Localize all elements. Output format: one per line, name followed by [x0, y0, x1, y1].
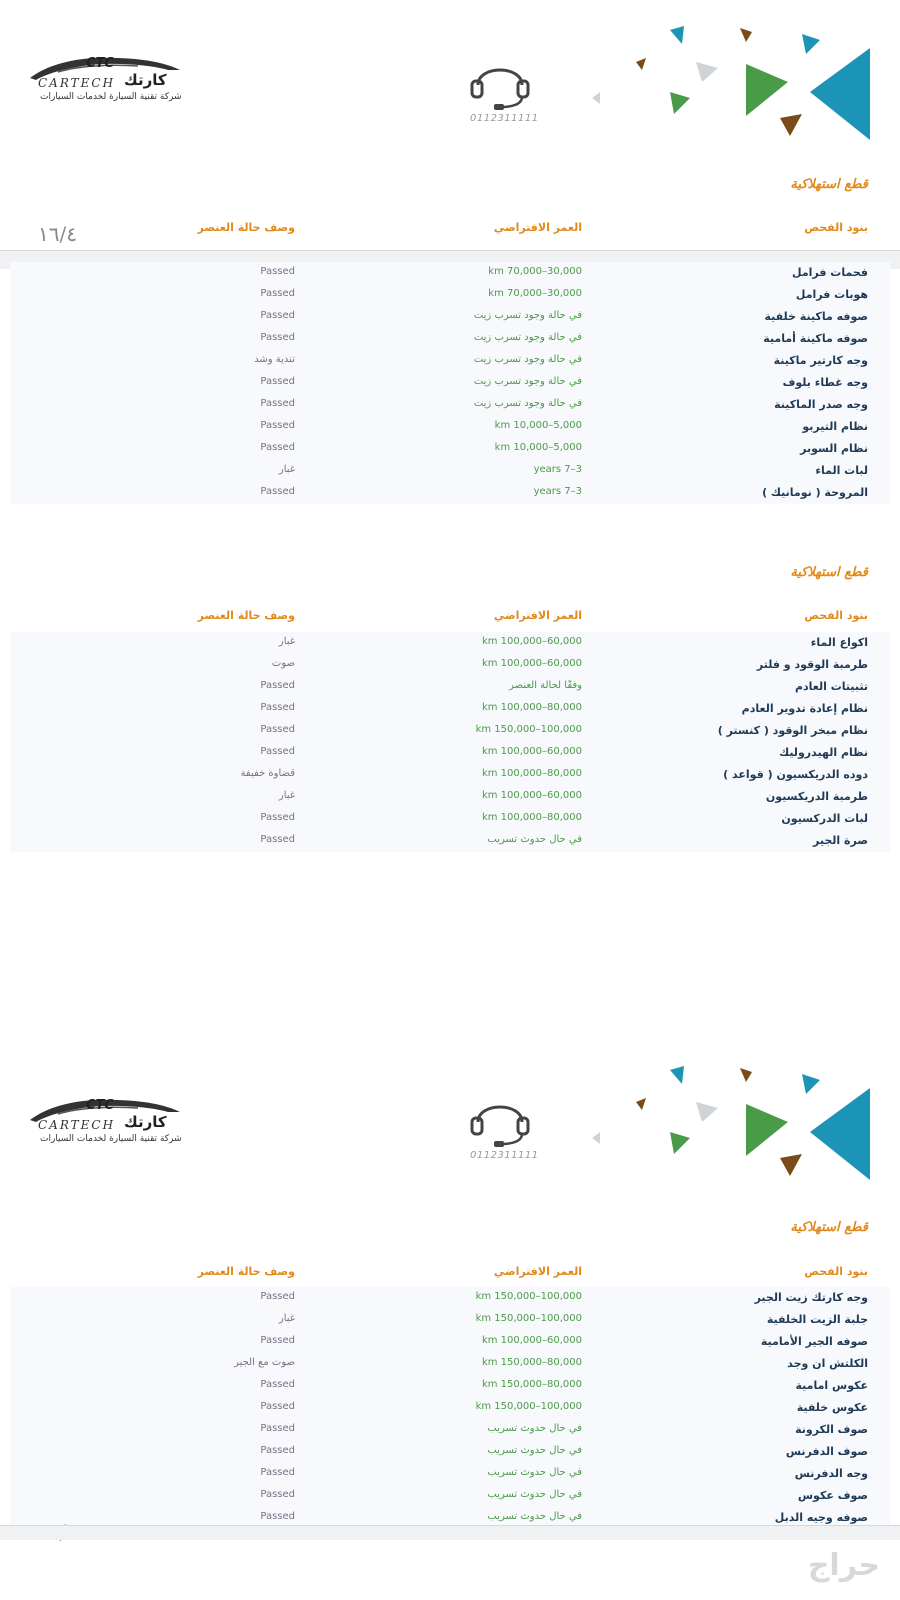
brand-short: CTC: [86, 56, 114, 71]
table-row: [10, 1309, 890, 1331]
item-life: km 150,000–80,000: [481, 1379, 582, 1390]
table-row: [10, 808, 890, 830]
item-life: km 70,000–30,000: [488, 266, 582, 277]
item-life: في حال حدوث تسريب: [487, 1489, 582, 1500]
item-name: طرمبة الدريكسيون: [765, 790, 868, 803]
item-name: صوفه وجيه الدبل: [774, 1511, 868, 1524]
col-header-life: العمر الافتراضي: [493, 1265, 582, 1278]
item-state: Passed: [260, 1423, 295, 1434]
item-state: تندية وشد: [254, 354, 295, 365]
table-row: [10, 764, 890, 786]
table-row: [10, 438, 890, 460]
col-header-life: العمر الافتراضي: [493, 221, 582, 234]
item-state: Passed: [260, 398, 295, 409]
section-title: قطع استهلاكية: [790, 177, 868, 192]
item-state: Passed: [260, 266, 295, 277]
table-row: [10, 830, 890, 852]
item-state: Passed: [260, 310, 295, 321]
col-header-item: بنود الفحص: [804, 609, 868, 622]
decorative-triangles: [570, 22, 900, 142]
item-name: فحمات فرامل: [792, 266, 868, 279]
col-header-item: بنود الفحص: [804, 221, 868, 234]
item-life: km 100,000–60,000: [481, 746, 582, 757]
table-row: [10, 698, 890, 720]
item-life: في حال حدوث تسريب: [487, 1445, 582, 1456]
item-life: km 150,000–100,000: [475, 1313, 582, 1324]
table-row: [10, 1331, 890, 1353]
item-name: جلبة الزيت الخلفية: [766, 1313, 868, 1326]
headset-icon: [470, 1092, 530, 1148]
item-life: km 100,000–60,000: [481, 658, 582, 669]
item-state: غبار: [278, 1313, 295, 1324]
item-life: وفقًا لحالة العنصر: [509, 680, 582, 691]
support-block: [470, 1092, 540, 1172]
table-row: [10, 284, 890, 306]
item-life: km 70,000–30,000: [488, 288, 582, 299]
item-name: دوده الدريكسيون ( قواعد ): [723, 768, 868, 781]
table-row: [10, 1397, 890, 1419]
item-name: صوف الدفرنس: [785, 1445, 868, 1458]
item-life: km 150,000–100,000: [475, 1291, 582, 1302]
item-state: قضاوة خفيفة: [240, 768, 295, 779]
item-life: في حالة وجود تسرب زيت: [473, 398, 582, 409]
item-state: Passed: [260, 442, 295, 453]
item-life: في حال حدوث تسريب: [487, 1423, 582, 1434]
item-state: Passed: [260, 1489, 295, 1500]
item-name: تثبيتات العادم: [794, 680, 868, 693]
item-life: km 100,000–80,000: [481, 812, 582, 823]
item-name: لبات الماء: [815, 464, 868, 477]
item-name: نظام إعادة تدوير العادم: [741, 702, 868, 715]
item-life: في حال حدوث تسريب: [487, 1511, 582, 1522]
table-row: [10, 1375, 890, 1397]
table-row: [10, 328, 890, 350]
item-state: Passed: [260, 812, 295, 823]
table-row: [10, 1441, 890, 1463]
page-bottom-bar: [0, 1525, 900, 1540]
inspection-table-3: [10, 1287, 890, 1529]
item-state: Passed: [260, 680, 295, 691]
inspection-table-1: [10, 262, 890, 504]
report-page-2: [0, 1040, 900, 1600]
table-row: [10, 1463, 890, 1485]
item-state: Passed: [260, 834, 295, 845]
item-state: Passed: [260, 702, 295, 713]
section-title: قطع استهلاكية: [790, 1220, 868, 1235]
item-state: Passed: [260, 1291, 295, 1302]
table-row: [10, 1419, 890, 1441]
item-name: عكوس امامية: [795, 1379, 868, 1392]
item-name: وجه صدر الماكينة: [774, 398, 868, 411]
item-state: صوت مع الجير: [234, 1357, 295, 1368]
item-life: في حالة وجود تسرب زيت: [473, 376, 582, 387]
item-name: طرمبة الوقود و فلتر: [756, 658, 868, 671]
item-life: في حال حدوث تسريب: [487, 834, 582, 845]
item-life: years 7–3: [533, 464, 582, 475]
item-life: km 100,000–60,000: [481, 790, 582, 801]
table-row: [10, 676, 890, 698]
table-row: [10, 416, 890, 438]
section-title: قطع استهلاكية: [790, 565, 868, 580]
item-name: هوبات فرامل: [795, 288, 868, 301]
table-row: [10, 1287, 890, 1309]
cartech-logo: [28, 50, 188, 120]
item-name: وجه كارتك زيت الجير: [754, 1291, 868, 1304]
item-life: في حال حدوث تسريب: [487, 1467, 582, 1478]
item-state: Passed: [260, 1379, 295, 1390]
item-life: في حالة وجود تسرب زيت: [473, 332, 582, 343]
item-state: Passed: [260, 724, 295, 735]
table-row: [10, 720, 890, 742]
item-state: غبار: [278, 790, 295, 801]
item-life: km 10,000–5,000: [494, 420, 582, 431]
brand-name-ar: كارتك: [124, 71, 167, 89]
item-life: years 7–3: [533, 486, 582, 497]
item-name: صوفه ماكينة خلفية: [764, 310, 868, 323]
item-state: Passed: [260, 1467, 295, 1478]
col-header-state: وصف حالة العنصر: [197, 609, 295, 622]
item-name: عكوس خلفية: [796, 1401, 868, 1414]
item-name: وجه غطاء بلوف: [782, 376, 868, 389]
item-life: km 150,000–80,000: [481, 1357, 582, 1368]
item-life: km 10,000–5,000: [494, 442, 582, 453]
headset-icon: [470, 55, 530, 111]
support-block: [470, 55, 540, 135]
item-name: صوفه الجير الأمامية: [760, 1335, 868, 1348]
brand-short: CTC: [86, 1098, 114, 1113]
table-row: [10, 632, 890, 654]
brand-tagline: شركة تقنية السيارة لخدمات السيارات: [40, 92, 182, 102]
col-header-state: وصف حالة العنصر: [197, 1265, 295, 1278]
brand-name-ar: كارتك: [124, 1113, 167, 1131]
haraj-watermark: حراج: [807, 1548, 880, 1583]
item-name: وجه الدفرنس: [794, 1467, 868, 1480]
item-state: Passed: [260, 1401, 295, 1412]
item-name: صوف عكوس: [797, 1489, 868, 1502]
item-life: km 100,000–80,000: [481, 768, 582, 779]
table-row: [10, 654, 890, 676]
item-life: km 150,000–100,000: [475, 724, 582, 735]
item-life: km 100,000–60,000: [481, 636, 582, 647]
item-life: km 150,000–100,000: [475, 1401, 582, 1412]
item-life: km 100,000–80,000: [481, 702, 582, 713]
table-row: [10, 350, 890, 372]
item-state: Passed: [260, 1335, 295, 1346]
item-name: لبات الدركسيون: [781, 812, 868, 825]
table-row: [10, 262, 890, 284]
item-state: Passed: [260, 376, 295, 387]
item-name: نظام السوبر: [800, 442, 868, 455]
table-row: [10, 482, 890, 504]
table-row: [10, 372, 890, 394]
table-row: [10, 1353, 890, 1375]
item-state: صوت: [271, 658, 295, 669]
item-name: نظام التيربو: [802, 420, 868, 433]
item-name: اكواع الماء: [810, 636, 868, 649]
support-phone: 0112311111: [470, 113, 539, 124]
item-name: نظام مبخر الوقود ( كنستر ): [717, 724, 868, 737]
table-row: [10, 786, 890, 808]
item-name: صوف الكرونة: [795, 1423, 868, 1436]
col-header-state: وصف حالة العنصر: [197, 221, 295, 234]
table-row: [10, 394, 890, 416]
col-header-item: بنود الفحص: [804, 1265, 868, 1278]
item-name: الكلتش ان وجد: [787, 1357, 868, 1370]
item-state: Passed: [260, 746, 295, 757]
item-state: Passed: [260, 1511, 295, 1522]
item-state: غبار: [278, 636, 295, 647]
item-name: صرة الجير: [813, 834, 868, 847]
item-name: نظام الهيدروليك: [779, 746, 868, 759]
table-row: [10, 1485, 890, 1507]
brand-name-en: CARTECH: [38, 76, 116, 90]
col-header-life: العمر الافتراضي: [493, 609, 582, 622]
brand-name-en: CARTECH: [38, 1118, 116, 1132]
item-name: المروحة ( نومانيك ): [762, 486, 868, 499]
item-state: Passed: [260, 486, 295, 497]
brand-tagline: شركة تقنية السيارة لخدمات السيارات: [40, 1134, 182, 1144]
item-state: Passed: [260, 420, 295, 431]
item-life: في حالة وجود تسرب زيت: [473, 310, 582, 321]
table-row: [10, 306, 890, 328]
page-number: ١٦/٤: [38, 222, 77, 246]
item-state: Passed: [260, 332, 295, 343]
inspection-table-2: [10, 632, 890, 852]
decorative-triangles: [570, 1062, 900, 1182]
item-life: km 100,000–60,000: [481, 1335, 582, 1346]
item-state: Passed: [260, 1445, 295, 1456]
item-state: غبار: [278, 464, 295, 475]
support-phone: 0112311111: [470, 1150, 539, 1161]
item-life: في حالة وجود تسرب زيت: [473, 354, 582, 365]
table-row: [10, 742, 890, 764]
cartech-logo: [28, 1092, 188, 1162]
table-row: [10, 460, 890, 482]
item-name: وجه كارتير ماكينة: [773, 354, 868, 367]
item-name: صوفه ماكينة أمامية: [763, 332, 868, 345]
item-state: Passed: [260, 288, 295, 299]
